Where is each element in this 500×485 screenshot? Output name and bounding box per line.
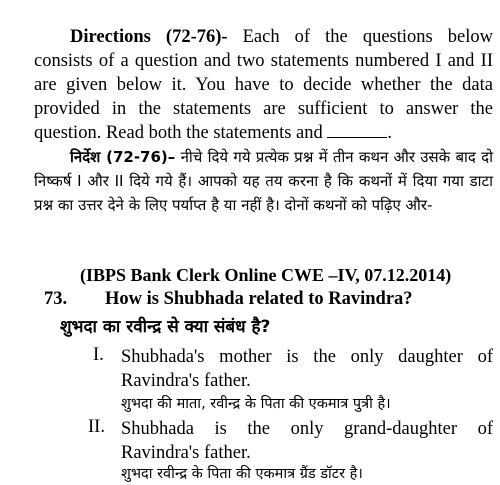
- nirdesh-paragraph: [34, 145, 493, 217]
- statement-text-en: Shubhada's mother is the only daughter of Ravindra's father.: [121, 347, 493, 391]
- statement-text-hi: शुभदा की माता, रवीन्द्र के पिता की एकमात्र पुत्री है।: [121, 396, 391, 412]
- directions-heading: Directions (72-76)-: [70, 27, 228, 47]
- question-number: 73.: [44, 289, 68, 309]
- statement-label: I.: [93, 345, 104, 365]
- answer-blank: [327, 123, 387, 138]
- nirdesh-heading: निर्देश (72-76)–: [70, 148, 176, 166]
- question-text-en: How is Shubhada related to Ravindra?: [105, 289, 413, 309]
- statement-text-hi: शुभदा रवीन्द्र के पिता की एकमात्र ग्रैंड डॉटर है।: [121, 466, 363, 482]
- question-text-hi: शुभदा का रवीन्द्र से क्या संबंध है?: [60, 317, 271, 337]
- statement-text-en: Shubhada is the only grand-daughter of Ravindra's father.: [121, 419, 493, 463]
- statement-label: II.: [88, 417, 105, 437]
- nirdesh-text: नीचे दिये गये प्रत्येक प्रश्न में तीन कथन और उसके बाद दो निष्कर्ष I और II दिये गये हैं। आपको यह तय करना है कि कथनों में दिया गया डाटा प्रश्न का उत्तर देने के लिए पर्याप्त है या नहीं है। दोनों कथनों को पढ़िए और-: [34, 148, 493, 214]
- directions-paragraph: [34, 25, 493, 145]
- directions-end: .: [387, 123, 392, 143]
- directions-text: Each of the questions below consists of a question and two statements numbered I and II are given below it. You have to decide whether the data provided in the statements are sufficient to answer the question. Read both the statements and: [34, 27, 493, 143]
- exam-source: (IBPS Bank Clerk Online CWE –IV, 07.12.2014): [80, 265, 452, 285]
